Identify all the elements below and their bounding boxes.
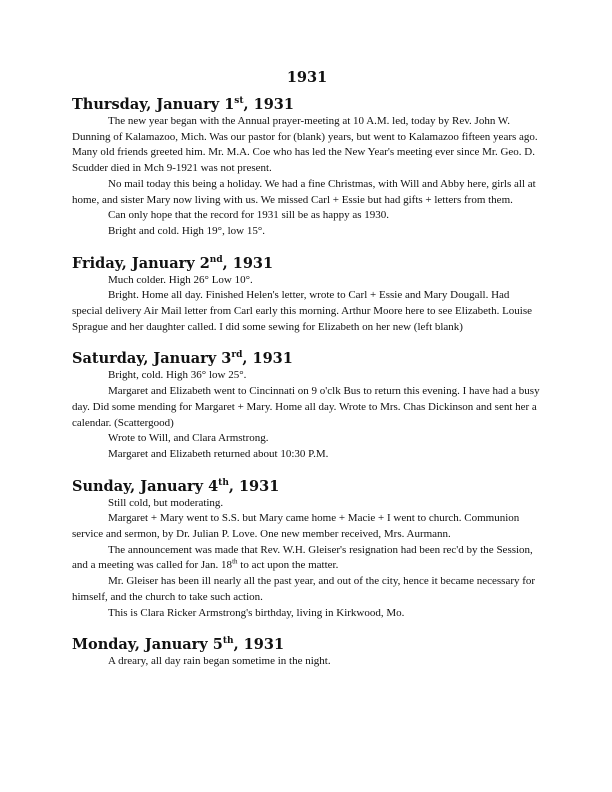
entry-paragraph: Mr. Gleiser has been ill nearly all the past year, and out of the city, hence it became necessary for himself, and the church to take such action. — [72, 575, 536, 603]
diary-page — [72, 68, 542, 684]
entry-paragraph: Bright, cold. High 36° low 25°. — [108, 369, 247, 382]
entry-year: , 1931 — [233, 636, 285, 654]
entry-paragraph: This is Clara Ricker Armstrong's birthday, living in Kirkwood, Mo. — [108, 606, 405, 619]
entry-heading — [72, 349, 542, 368]
entry-day: Sunday, January 4 — [72, 477, 219, 495]
entry-day: Thursday, January 1 — [72, 96, 235, 113]
entry-text: The announcement was made that Rev. W.H. Gleiser's resignation had been rec'd by the Session, and a meeting was called for Jan. 18 — [72, 543, 533, 572]
entry-year: , 1931 — [228, 477, 280, 495]
entry-heading — [72, 254, 542, 273]
entry-paragraph: A dreary, all day rain began sometime in the night. — [108, 655, 331, 668]
diary-entry — [72, 635, 542, 670]
diary-entry — [72, 95, 542, 240]
entry-heading — [72, 477, 542, 496]
entry-paragraph: Much colder. High 26° Low 10°. — [108, 273, 253, 286]
entry-year: , 1931 — [242, 350, 293, 368]
entry-paragraph: Still cold, but moderating. — [108, 496, 224, 509]
entry-day: Monday, January 5 — [72, 636, 223, 654]
entry-paragraph: Margaret and Elizabeth returned about 10:30 P.M. — [108, 447, 329, 460]
diary-entry — [72, 477, 542, 622]
entry-day-suffix: th — [218, 477, 229, 488]
entry-paragraph: The new year began with the Annual prayer-meeting at 10 A.M. led, today by Rev. John W. Dunning of Kalamazoo, Mich. Was our pastor for (blank) years, but went to Kalamazoo fifteen years ago. Many old friends greeted him. Mr. M.A. Coe who has led the New Year's meeting ever since Mr. Geo. D. Scudder died in Mch 9-1921 was not present. — [72, 115, 538, 175]
entry-day-suffix: rd — [231, 350, 243, 361]
entry-paragraph — [72, 543, 542, 574]
entry-paragraph: Margaret + Mary went to S.S. but Mary came home + Macie + I went to church. Communion service and sermon, by Dr. Julian P. Love. One new member received, Mrs. Aurmann. — [72, 512, 520, 541]
entry-text: to act upon the matter. — [237, 559, 339, 572]
entry-heading — [72, 635, 542, 654]
entry-day: Saturday, January 3 — [72, 350, 232, 368]
entry-day-suffix: nd — [209, 254, 223, 265]
entry-day-suffix: st — [234, 96, 244, 107]
entry-paragraph: Can only hope that the record for 1931 sill be as happy as 1930. — [108, 209, 390, 222]
entry-heading — [72, 95, 542, 114]
date-suffix: th — [232, 557, 238, 566]
entry-paragraph: Wrote to Will, and Clara Armstrong. — [108, 432, 269, 445]
entry-paragraph: Bright and cold. High 19°, low 15°. — [108, 224, 265, 237]
entry-day-suffix: th — [222, 636, 234, 647]
page-year-title: 1931 — [286, 69, 328, 86]
entry-paragraph: No mail today this being a holiday. We had a fine Christmas, with Will and Abby here, girls all at home, and sister Mary now living with us. We missed Carl + Essie but had gifts + letters from them. — [72, 177, 536, 206]
diary-entry — [72, 254, 542, 336]
entry-paragraph: Bright. Home all day. Finished Helen's letter, wrote to Carl + Essie and Mary Dougall. Had special delivery Air Mail letter from Carl early this morning. Arthur Moore here to see Elizabeth. Louise Sprague and her daughter called. I did some sewing for Elizabeth on her new (left blank) — [72, 289, 533, 333]
entry-year: , 1931 — [222, 254, 274, 272]
diary-entry — [72, 349, 542, 462]
entry-day: Friday, January 2 — [72, 254, 210, 272]
entry-year: , 1931 — [243, 96, 294, 113]
entry-paragraph: Margaret and Elizabeth went to Cincinnati on 9 o'clk Bus to return this evening. I have had a busy day. Did some mending for Margaret + Mary. Home all day. Wrote to Mrs. Chas Dickinson and sent her a calendar. (Scattergood) — [72, 385, 540, 429]
